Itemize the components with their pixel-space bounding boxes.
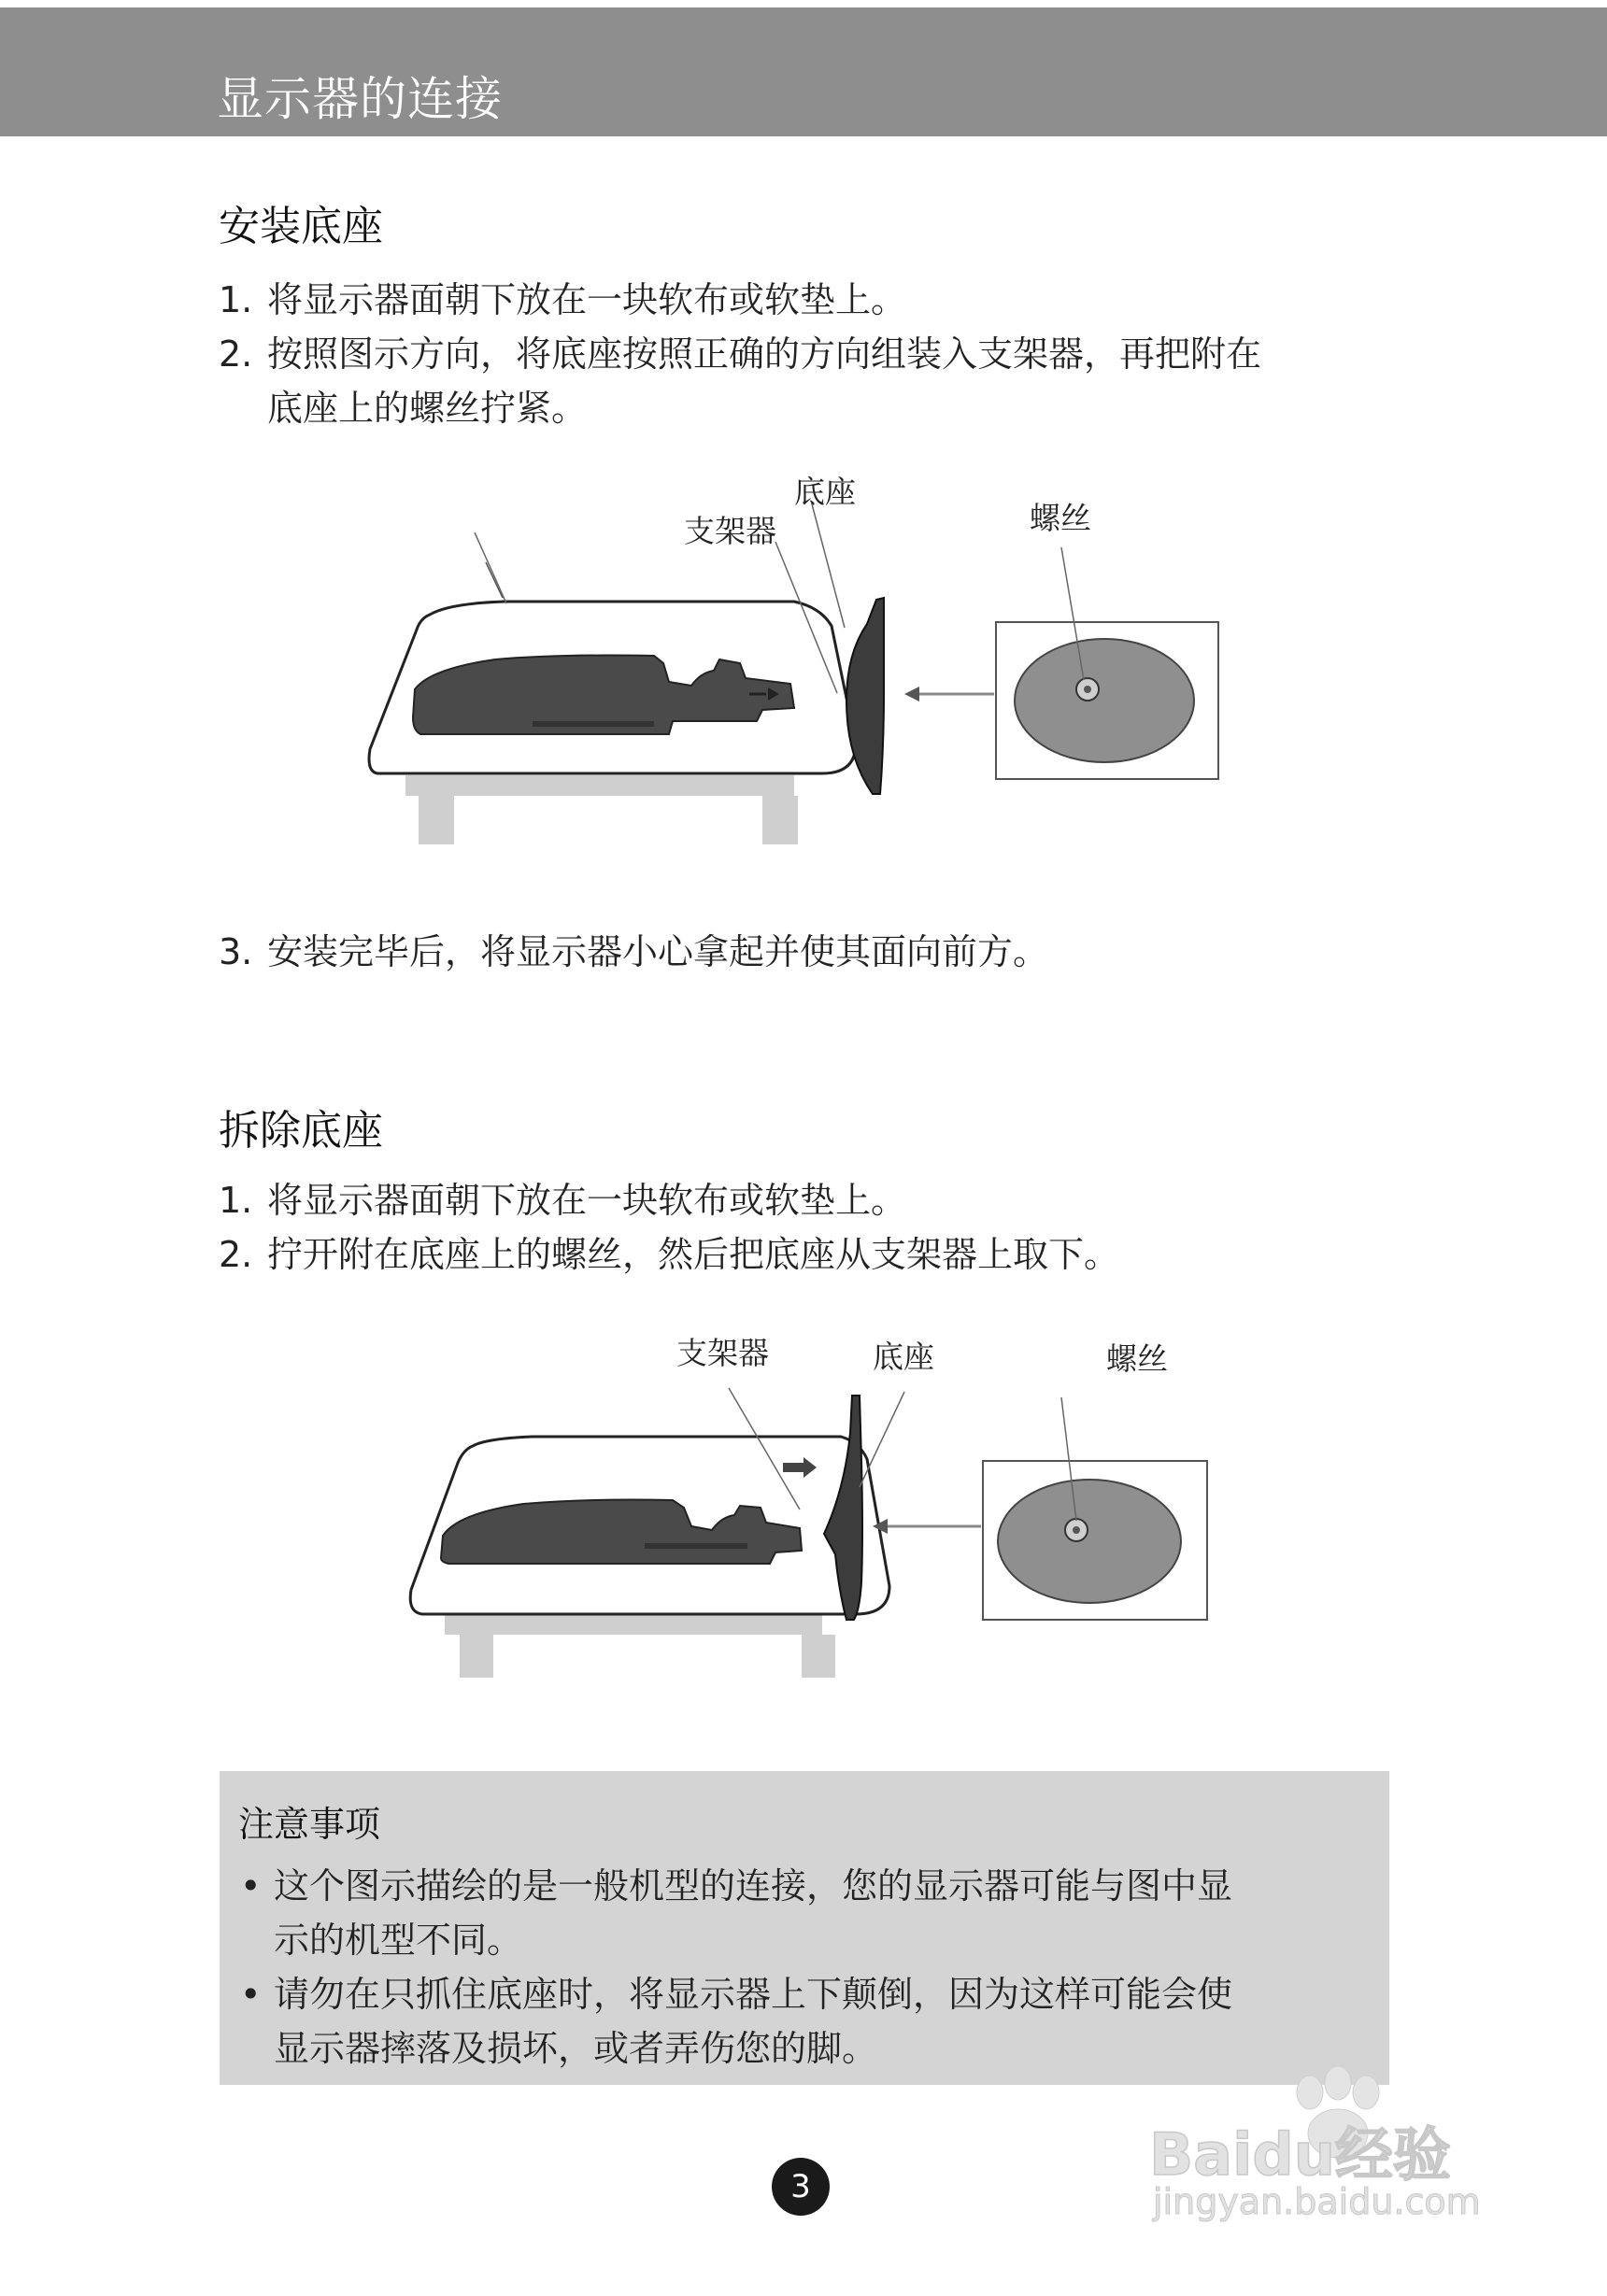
page-number: 3 <box>772 2158 830 2216</box>
notice-bullet-1 <box>240 1859 1232 1967</box>
monitor-buttons <box>645 1543 747 1549</box>
paw-toe <box>1297 2076 1323 2109</box>
bullet-text-continued: 显示器摔落及损坏，或者弄伤您的脚。 <box>274 2028 878 2069</box>
notice-box <box>220 1771 1389 2085</box>
remove-step-2 <box>219 1227 1119 1282</box>
step-number: 1. <box>219 279 253 320</box>
leader-base <box>860 1392 904 1487</box>
install-step-1 <box>219 273 906 327</box>
table-leg-right <box>762 796 798 844</box>
step-number: 3. <box>219 931 253 972</box>
watermark-url: jingyan.baidu.com <box>1153 2181 1481 2222</box>
step-number: 2. <box>219 333 253 375</box>
step-text: 将显示器面朝下放在一块软布或软垫上。 <box>267 279 907 320</box>
label-screw: 螺丝 <box>1030 500 1091 536</box>
install-step-3 <box>219 925 1048 979</box>
step-number: 2. <box>219 1234 253 1275</box>
screw-arrow-head <box>904 687 919 702</box>
remove-section-title: 拆除底座 <box>219 1107 383 1155</box>
label-screw: 螺丝 <box>1106 1340 1168 1377</box>
label-stand: 支架器 <box>684 513 776 549</box>
monitor-buttons <box>533 721 654 727</box>
bullet-dot: • <box>240 1974 262 2015</box>
step-text: 安装完毕后，将显示器小心拿起并使其面向前方。 <box>267 931 1049 972</box>
install-base-diagram <box>355 476 1252 850</box>
table-leg-left <box>460 1635 493 1678</box>
remove-base-diagram <box>392 1330 1215 1685</box>
remove-arrow-small <box>783 1463 804 1472</box>
table-leg-right <box>802 1635 835 1678</box>
step-text: 将显示器面朝下放在一块软布或软垫上。 <box>267 1180 907 1221</box>
notice-bullet-2 <box>240 1967 1232 2076</box>
base-side-view <box>846 598 884 794</box>
base-bottom-view <box>1015 639 1194 762</box>
base-bottom-view <box>998 1480 1181 1603</box>
install-step-2 <box>219 327 1261 435</box>
label-base: 底座 <box>873 1339 934 1375</box>
notice-title: 注意事项 <box>238 1804 381 1845</box>
watermark-brand: Baidu经验 <box>1149 2120 1451 2189</box>
remove-step-1 <box>219 1173 906 1227</box>
label-stand: 支架器 <box>676 1335 769 1371</box>
monitor-body <box>441 1500 802 1565</box>
bullet-dot: • <box>240 1865 262 1906</box>
step-text: 按照图示方向，将底座按照正确的方向组装入支架器，再把附在 <box>267 333 1262 375</box>
table-leg-left <box>419 796 454 844</box>
bullet-text: 请勿在只抓住底座时，将显示器上下颠倒，因为这样可能会使 <box>274 1974 1233 2015</box>
bullet-text: 这个图示描绘的是一般机型的连接，您的显示器可能与图中显 <box>274 1865 1233 1906</box>
table-top <box>445 1614 822 1635</box>
bullet-text-continued: 示的机型不同。 <box>274 1920 523 1961</box>
label-base: 底座 <box>794 476 856 510</box>
step-number: 1. <box>219 1180 253 1221</box>
install-section-title: 安装底座 <box>219 203 383 250</box>
step-text-continued: 底座上的螺丝拧紧。 <box>267 388 588 429</box>
baidu-watermark-logo <box>1140 2055 1532 2223</box>
table-top <box>405 775 794 796</box>
step-text: 拧开附在底座上的螺丝，然后把底座从支架器上取下。 <box>267 1234 1120 1275</box>
page-title: 显示器的连接 <box>217 72 503 126</box>
